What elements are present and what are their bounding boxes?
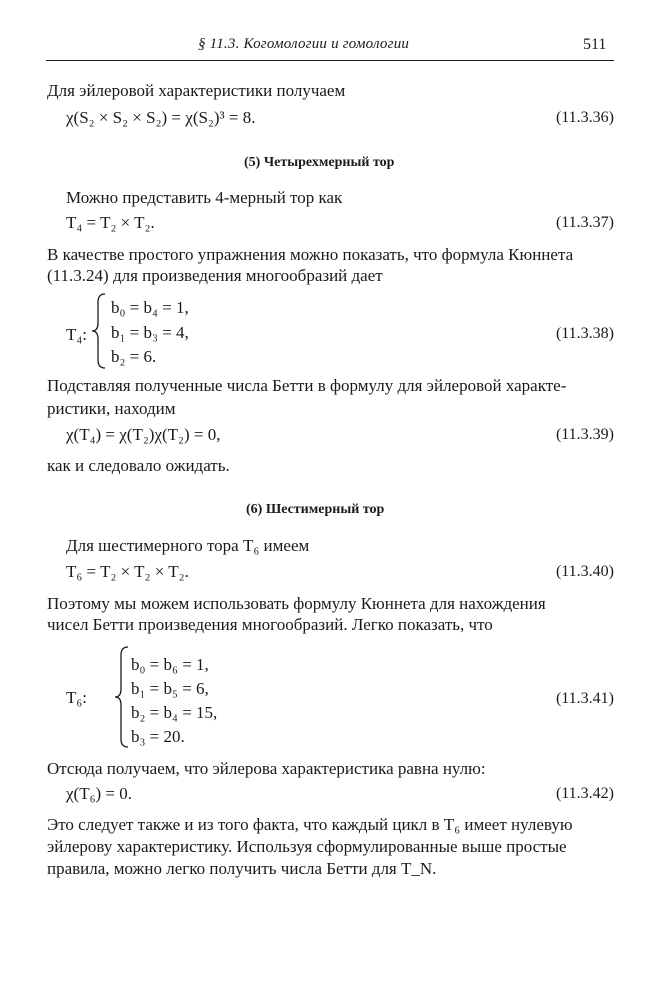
equation-number: (11.3.38) <box>555 325 614 342</box>
equation-11-3-37: T₄ = T₂ × T₂. <box>66 213 155 232</box>
case-line: b₂ = b₄ = 15, <box>131 703 218 722</box>
paragraph-line: (11.3.24) для произведения многообразий дает <box>47 266 383 285</box>
case-line: b₀ = b₄ = 1, <box>111 298 189 317</box>
paragraph-line: Для эйлеровой характеристики получаем <box>47 81 346 100</box>
paragraph-line: эйлерову характеристику. Используя сформулированные выше простые <box>47 837 567 856</box>
equation-number: (11.3.39) <box>555 426 614 443</box>
paragraph-line: чисел Бетти произведения многообразий. Легко показать, что <box>47 615 493 634</box>
case-line: b₁ = b₃ = 4, <box>111 323 189 342</box>
left-brace <box>90 292 108 370</box>
running-header-title: § 11.3. Когомологии и гомологии <box>198 36 410 52</box>
equation-11-3-39: χ(T₄) = χ(T₂)χ(T₂) = 0, <box>66 425 221 444</box>
paragraph-line: правила, можно легко получить числа Бетти для T_N. <box>47 859 437 878</box>
paragraph-line: Для шестимерного тора T₆ имеем <box>66 536 310 555</box>
equation-11-3-36: χ(S₂ × S₂ × S₂) = χ(S₂)³ = 8. <box>66 108 256 127</box>
paragraph-line: Это следует также и из того факта, что каждый цикл в T₆ имеет нулевую <box>47 815 573 834</box>
equation-11-3-42: χ(T₆) = 0. <box>66 784 133 803</box>
equation-number: (11.3.41) <box>555 690 614 707</box>
case-line: b₀ = b₆ = 1, <box>131 655 209 674</box>
paragraph-line: Поэтому мы можем использовать формулу Кюннета для нахождения <box>47 594 546 613</box>
paragraph-line: Отсюда получаем, что эйлерова характеристика равна нулю: <box>47 759 486 778</box>
equation-number: (11.3.36) <box>555 109 614 126</box>
case-line: b₃ = 20. <box>131 727 185 746</box>
paragraph-line: ристики, находим <box>47 399 176 418</box>
header-rule <box>46 60 614 61</box>
equation-11-3-40: T₆ = T₂ × T₂ × T₂. <box>66 562 189 581</box>
page-number: 511 <box>583 36 607 53</box>
equation-number: (11.3.37) <box>555 214 614 231</box>
section-heading-six-torus: (6) Шестимерный тор <box>246 502 385 517</box>
case-line: b₂ = 6. <box>111 347 157 366</box>
section-heading-four-torus: (5) Четырехмерный тор <box>244 155 395 170</box>
equation-number: (11.3.42) <box>555 785 614 802</box>
left-brace <box>113 645 131 749</box>
paragraph-line: Подставляя полученные числа Бетти в формулу для эйлеровой характе- <box>47 376 567 395</box>
paragraph-line: В качестве простого упражнения можно показать, что формула Кюннета <box>47 245 574 264</box>
case-line: b₁ = b₅ = 6, <box>131 679 209 698</box>
paragraph-line: как и следовало ожидать. <box>47 456 230 475</box>
cases-label-t6: T₆: <box>66 688 88 707</box>
cases-label-t4: T₄: <box>66 325 88 344</box>
equation-number: (11.3.40) <box>555 563 614 580</box>
paragraph-line: Можно представить 4-мерный тор как <box>66 188 343 207</box>
